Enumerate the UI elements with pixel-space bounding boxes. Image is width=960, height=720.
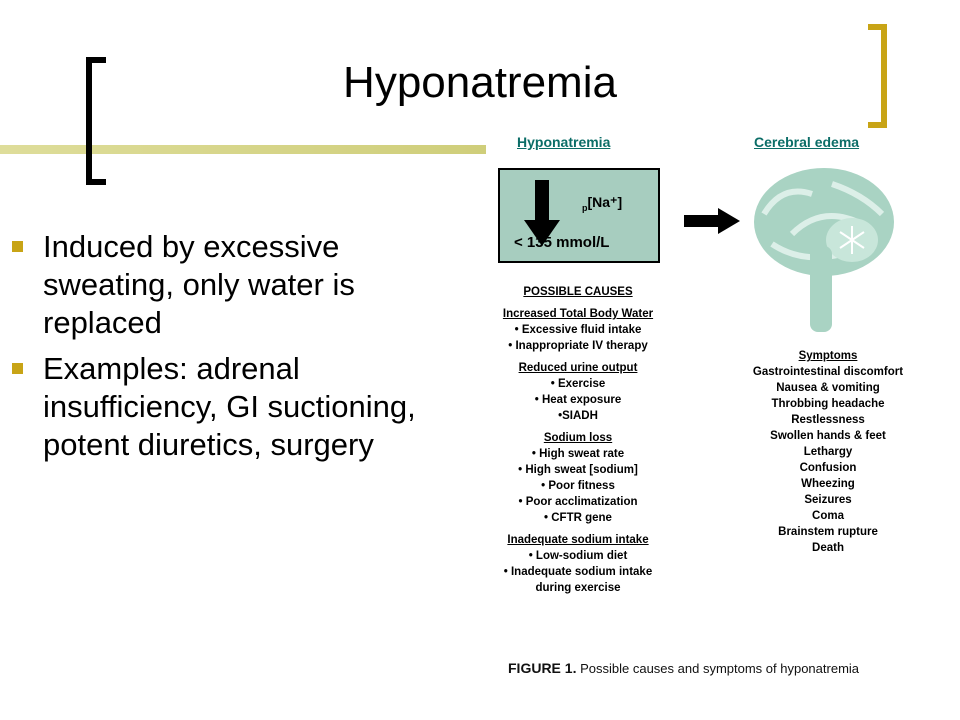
bullet-item xyxy=(12,228,452,342)
symptom-item: Restlessness xyxy=(791,414,865,426)
symptom-item: Lethargy xyxy=(803,446,853,458)
cause-item: • High sweat rate xyxy=(531,448,625,460)
sodium-box xyxy=(498,168,660,263)
cause-item: • Poor fitness xyxy=(541,480,615,492)
cause-item: • Low-sodium diet xyxy=(528,550,628,562)
possible-causes-heading: POSSIBLE CAUSES xyxy=(523,286,633,298)
cause-group xyxy=(486,306,670,354)
cause-item: •SIADH xyxy=(558,410,598,422)
bullet-item xyxy=(12,350,452,464)
cause-item: during exercise xyxy=(535,582,621,594)
figure-caption-text: Possible causes and symptoms of hyponatremia xyxy=(580,661,860,676)
cause-item: • Excessive fluid intake xyxy=(514,324,642,336)
brain-icon xyxy=(752,164,902,334)
slide-title: Hyponatremia xyxy=(343,58,617,107)
bullet-text: Induced by excessive sweating, only water is replaced xyxy=(43,229,355,340)
figure-right-heading: Cerebral edema xyxy=(754,134,860,150)
symptom-item: Throbbing headache xyxy=(771,398,885,410)
plasma-sodium-label xyxy=(582,194,622,213)
cause-item: • Inappropriate IV therapy xyxy=(508,340,648,352)
symptom-item: Swollen hands & feet xyxy=(770,430,886,442)
symptom-item: Wheezing xyxy=(801,478,855,490)
cause-group-heading: Inadequate sodium intake xyxy=(507,534,649,546)
possible-causes-column xyxy=(486,284,670,602)
figure-caption-label: FIGURE 1. xyxy=(508,660,577,676)
symptom-item: Gastrointestinal discomfort xyxy=(752,366,904,378)
cause-group-heading: Sodium loss xyxy=(543,432,613,444)
cause-group xyxy=(486,532,670,596)
sodium-symbol: [Na⁺] xyxy=(587,194,623,210)
right-arrow-icon xyxy=(684,208,740,234)
title-underline-band xyxy=(0,145,486,154)
figure-left-heading: Hyponatremia xyxy=(517,134,611,150)
cause-group xyxy=(486,430,670,526)
bullet-text: Examples: adrenal insufficiency, GI suctioning, potent diuretics, surgery xyxy=(43,351,416,462)
cause-item: • CFTR gene xyxy=(544,512,612,524)
bullet-list xyxy=(12,228,452,472)
cause-item: • Heat exposure xyxy=(534,394,622,406)
plasma-subscript: p xyxy=(582,202,588,213)
hyponatremia-figure xyxy=(486,126,960,682)
symptom-item: Nausea & vomiting xyxy=(776,382,880,394)
figure-caption xyxy=(508,660,859,676)
cause-group-heading: Reduced urine output xyxy=(518,362,638,374)
symptom-item: Death xyxy=(812,542,844,554)
symptom-item: Brainstem rupture xyxy=(778,526,878,538)
cause-group xyxy=(486,360,670,424)
symptoms-heading: Symptoms xyxy=(798,350,858,362)
cause-item: • High sweat [sodium] xyxy=(518,464,638,476)
cause-item: • Poor acclimatization xyxy=(518,496,638,508)
symptom-item: Seizures xyxy=(804,494,852,506)
cause-group-heading: Increased Total Body Water xyxy=(502,308,654,320)
symptom-item: Coma xyxy=(812,510,844,522)
bullet-square-icon xyxy=(12,241,23,252)
symptoms-column xyxy=(730,348,926,556)
cause-item: • Exercise xyxy=(550,378,606,390)
cause-item: • Inadequate sodium intake xyxy=(503,566,653,578)
sodium-threshold: < 135 mmol/L xyxy=(514,234,610,251)
symptom-item: Confusion xyxy=(799,462,857,474)
bullet-square-icon xyxy=(12,363,23,374)
